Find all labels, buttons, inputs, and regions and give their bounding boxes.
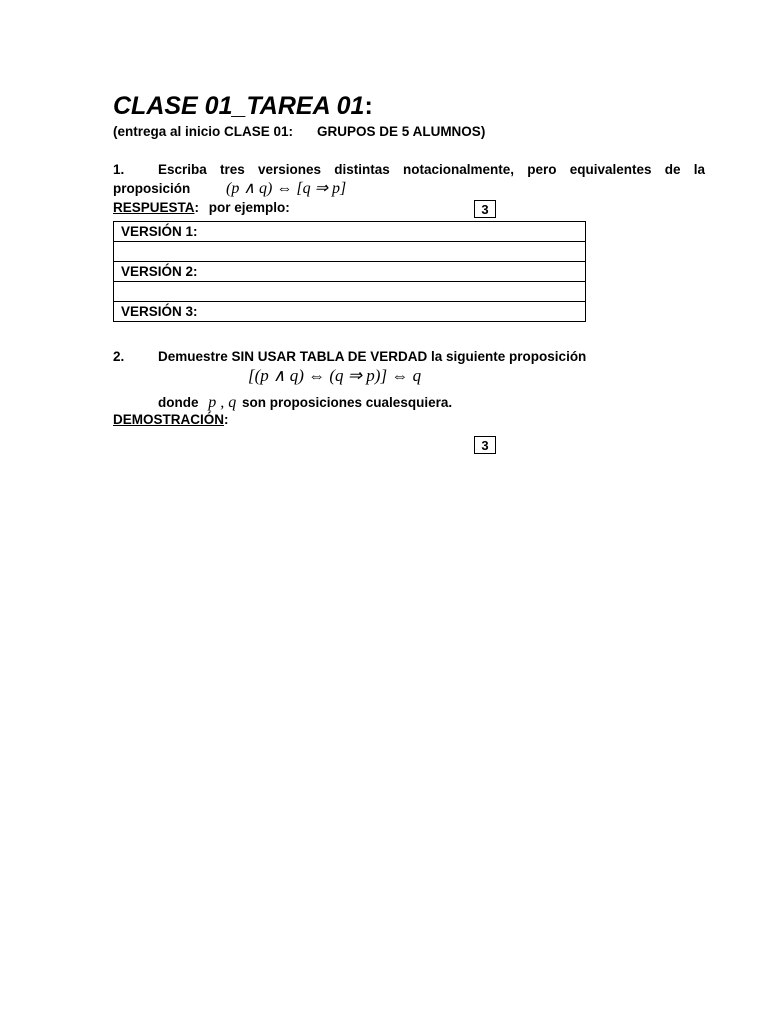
q1-proposicion-label: proposición <box>113 181 191 196</box>
q1-word: versiones <box>257 162 322 177</box>
q1-word: notacionalmente, <box>402 162 515 177</box>
demo-label: DEMOSTRACIÓN <box>113 412 224 427</box>
q1-word: tres <box>220 162 245 177</box>
versions-table <box>113 221 586 322</box>
q1-word: la <box>693 162 705 177</box>
q1-formula: (p ∧ q) ⇔ [q ⇒ p] <box>226 180 347 197</box>
title-text: CLASE 01_TAREA 01 <box>113 92 365 120</box>
q1-word: equivalentes <box>569 162 652 177</box>
version-1-cell: VERSIÓN 1: <box>114 222 586 242</box>
version-3-cell: VERSIÓN 3: <box>114 302 586 322</box>
q1-answer-line <box>113 200 290 215</box>
answer-colon: : <box>194 200 200 215</box>
q2-statement <box>113 349 586 364</box>
q2-rest-text: son proposiciones cualesquiera. <box>242 395 453 410</box>
document-page <box>113 0 706 1024</box>
q1-word: pero <box>527 162 557 177</box>
version-2-cell: VERSIÓN 2: <box>114 262 586 282</box>
table-row <box>114 242 586 262</box>
q1-word: distintas <box>334 162 390 177</box>
assignment-subtitle <box>113 124 485 139</box>
q2-formula: [(p ∧ q) ⇔ (q ⇒ p)] ⇔ q <box>248 366 422 385</box>
subtitle-groups: GRUPOS DE 5 ALUMNOS) <box>317 124 486 139</box>
q2-score-box: 3 <box>474 436 496 454</box>
table-row <box>114 262 586 282</box>
q1-statement-line2 <box>113 178 346 198</box>
donde-text: donde <box>158 395 199 410</box>
title-colon: : <box>364 92 373 120</box>
q2-donde-line <box>158 394 452 412</box>
q1-score-box: 3 <box>474 200 496 218</box>
table-row <box>114 282 586 302</box>
q2-formula-line <box>248 366 421 386</box>
assignment-title <box>113 92 373 121</box>
q1-statement-line1 <box>113 162 705 177</box>
version-2-answer-cell[interactable] <box>114 282 586 302</box>
q2-demo-line <box>113 412 229 427</box>
q2-number: 2. <box>113 349 125 364</box>
table-row <box>114 222 586 242</box>
q2-vars: p , q <box>208 394 237 411</box>
answer-example-text: por ejemplo: <box>208 200 290 215</box>
demo-colon: : <box>224 412 229 427</box>
table-row <box>114 302 586 322</box>
q1-word: de <box>664 162 681 177</box>
q2-text: Demuestre SIN USAR TABLA DE VERDAD la siguiente proposición <box>158 349 587 364</box>
subtitle-delivery: (entrega al inicio CLASE 01: <box>113 124 294 139</box>
version-1-answer-cell[interactable] <box>114 242 586 262</box>
answer-label: RESPUESTA <box>113 200 195 215</box>
q1-number: 1. Escriba <box>113 162 207 177</box>
